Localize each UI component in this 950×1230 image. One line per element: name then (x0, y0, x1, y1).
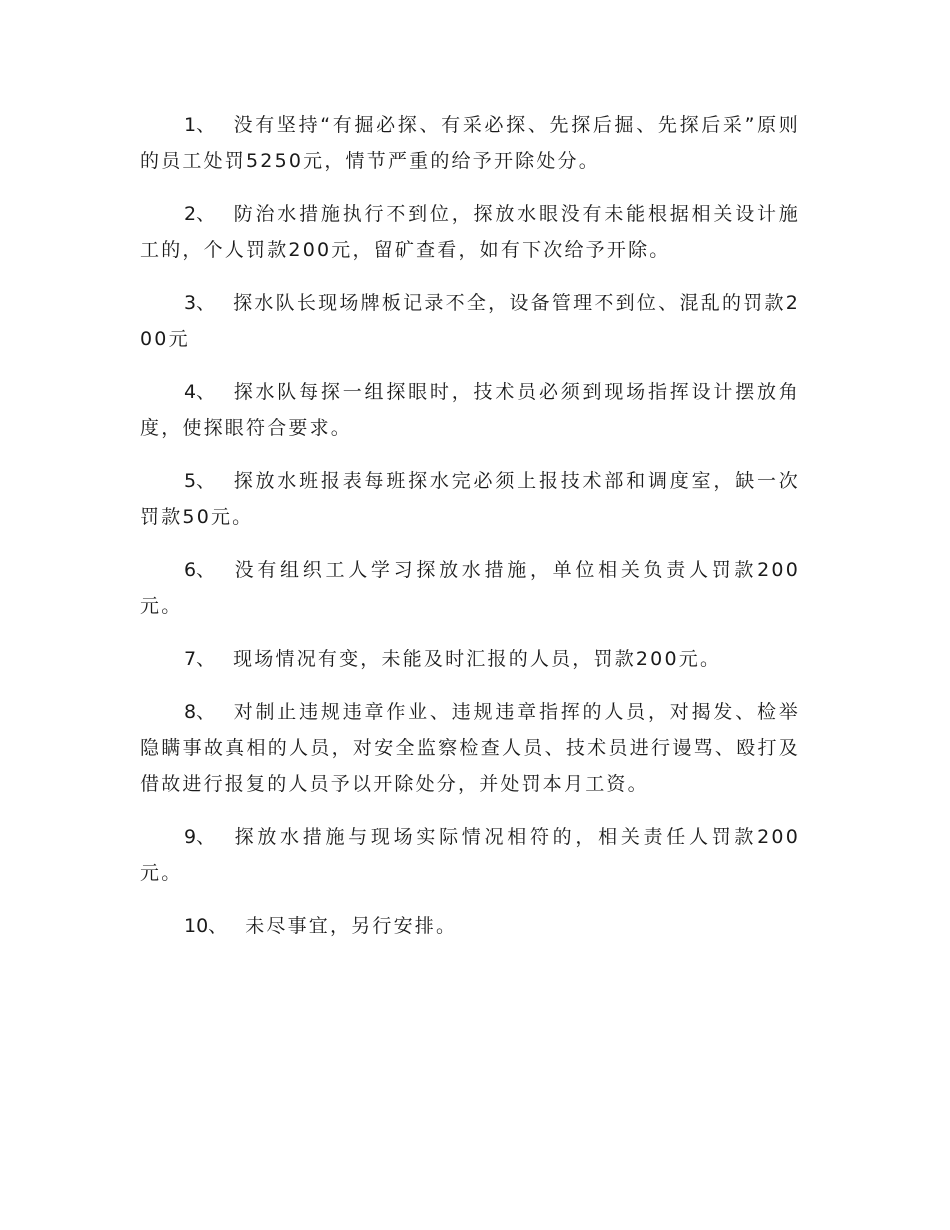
item-number: 7、 (184, 648, 216, 670)
item-number: 2、 (184, 203, 216, 225)
item-text: 没有坚持“有掘必探、有采必探、先探后掘、先探后采”原则的员工处罚5250元，情节严重的给予开除处分。 (140, 114, 800, 172)
item-number: 6、 (184, 559, 216, 581)
item-number: 9、 (184, 826, 216, 848)
list-item (140, 374, 800, 446)
item-text: 探放水措施与现场实际情况相符的，相关责任人罚款200元。 (140, 826, 800, 884)
item-text: 探水队每探一组探眼时，技术员必须到现场指挥设计摆放角度，使探眼符合要求。 (140, 381, 800, 439)
item-text: 探水队长现场牌板记录不全，设备管理不到位、混乱的罚款200元 (140, 292, 800, 350)
item-number: 3、 (184, 292, 216, 314)
list-item (140, 552, 800, 624)
item-number: 4、 (184, 381, 216, 403)
item-text: 未尽事宜，另行安排。 (245, 915, 458, 937)
document-body (140, 107, 800, 961)
list-item (140, 641, 800, 677)
item-number: 5、 (184, 470, 216, 492)
item-text: 对制止违规违章作业、违规违章指挥的人员，对揭发、检举隐瞒事故真相的人员，对安全监察检查人员、技术员进行谩骂、殴打及借故进行报复的人员予以开除处分，并处罚本月工资。 (140, 701, 800, 795)
list-item (140, 285, 800, 357)
item-text: 没有组织工人学习探放水措施，单位相关负责人罚款200元。 (140, 559, 800, 617)
item-text: 现场情况有变，未能及时汇报的人员，罚款200元。 (233, 648, 722, 670)
item-text: 防治水措施执行不到位，探放水眼没有未能根据相关设计施工的，个人罚款200元，留矿查看，如有下次给予开除。 (140, 203, 800, 261)
list-item (140, 196, 800, 268)
list-item (140, 694, 800, 802)
item-number: 8、 (184, 701, 216, 723)
list-item (140, 819, 800, 891)
item-text: 探放水班报表每班探水完必须上报技术部和调度室，缺一次罚款50元。 (140, 470, 800, 528)
item-number: 1、 (184, 114, 216, 136)
list-item (140, 463, 800, 535)
list-item (140, 107, 800, 179)
list-item (140, 908, 800, 944)
item-number: 10、 (184, 915, 228, 937)
